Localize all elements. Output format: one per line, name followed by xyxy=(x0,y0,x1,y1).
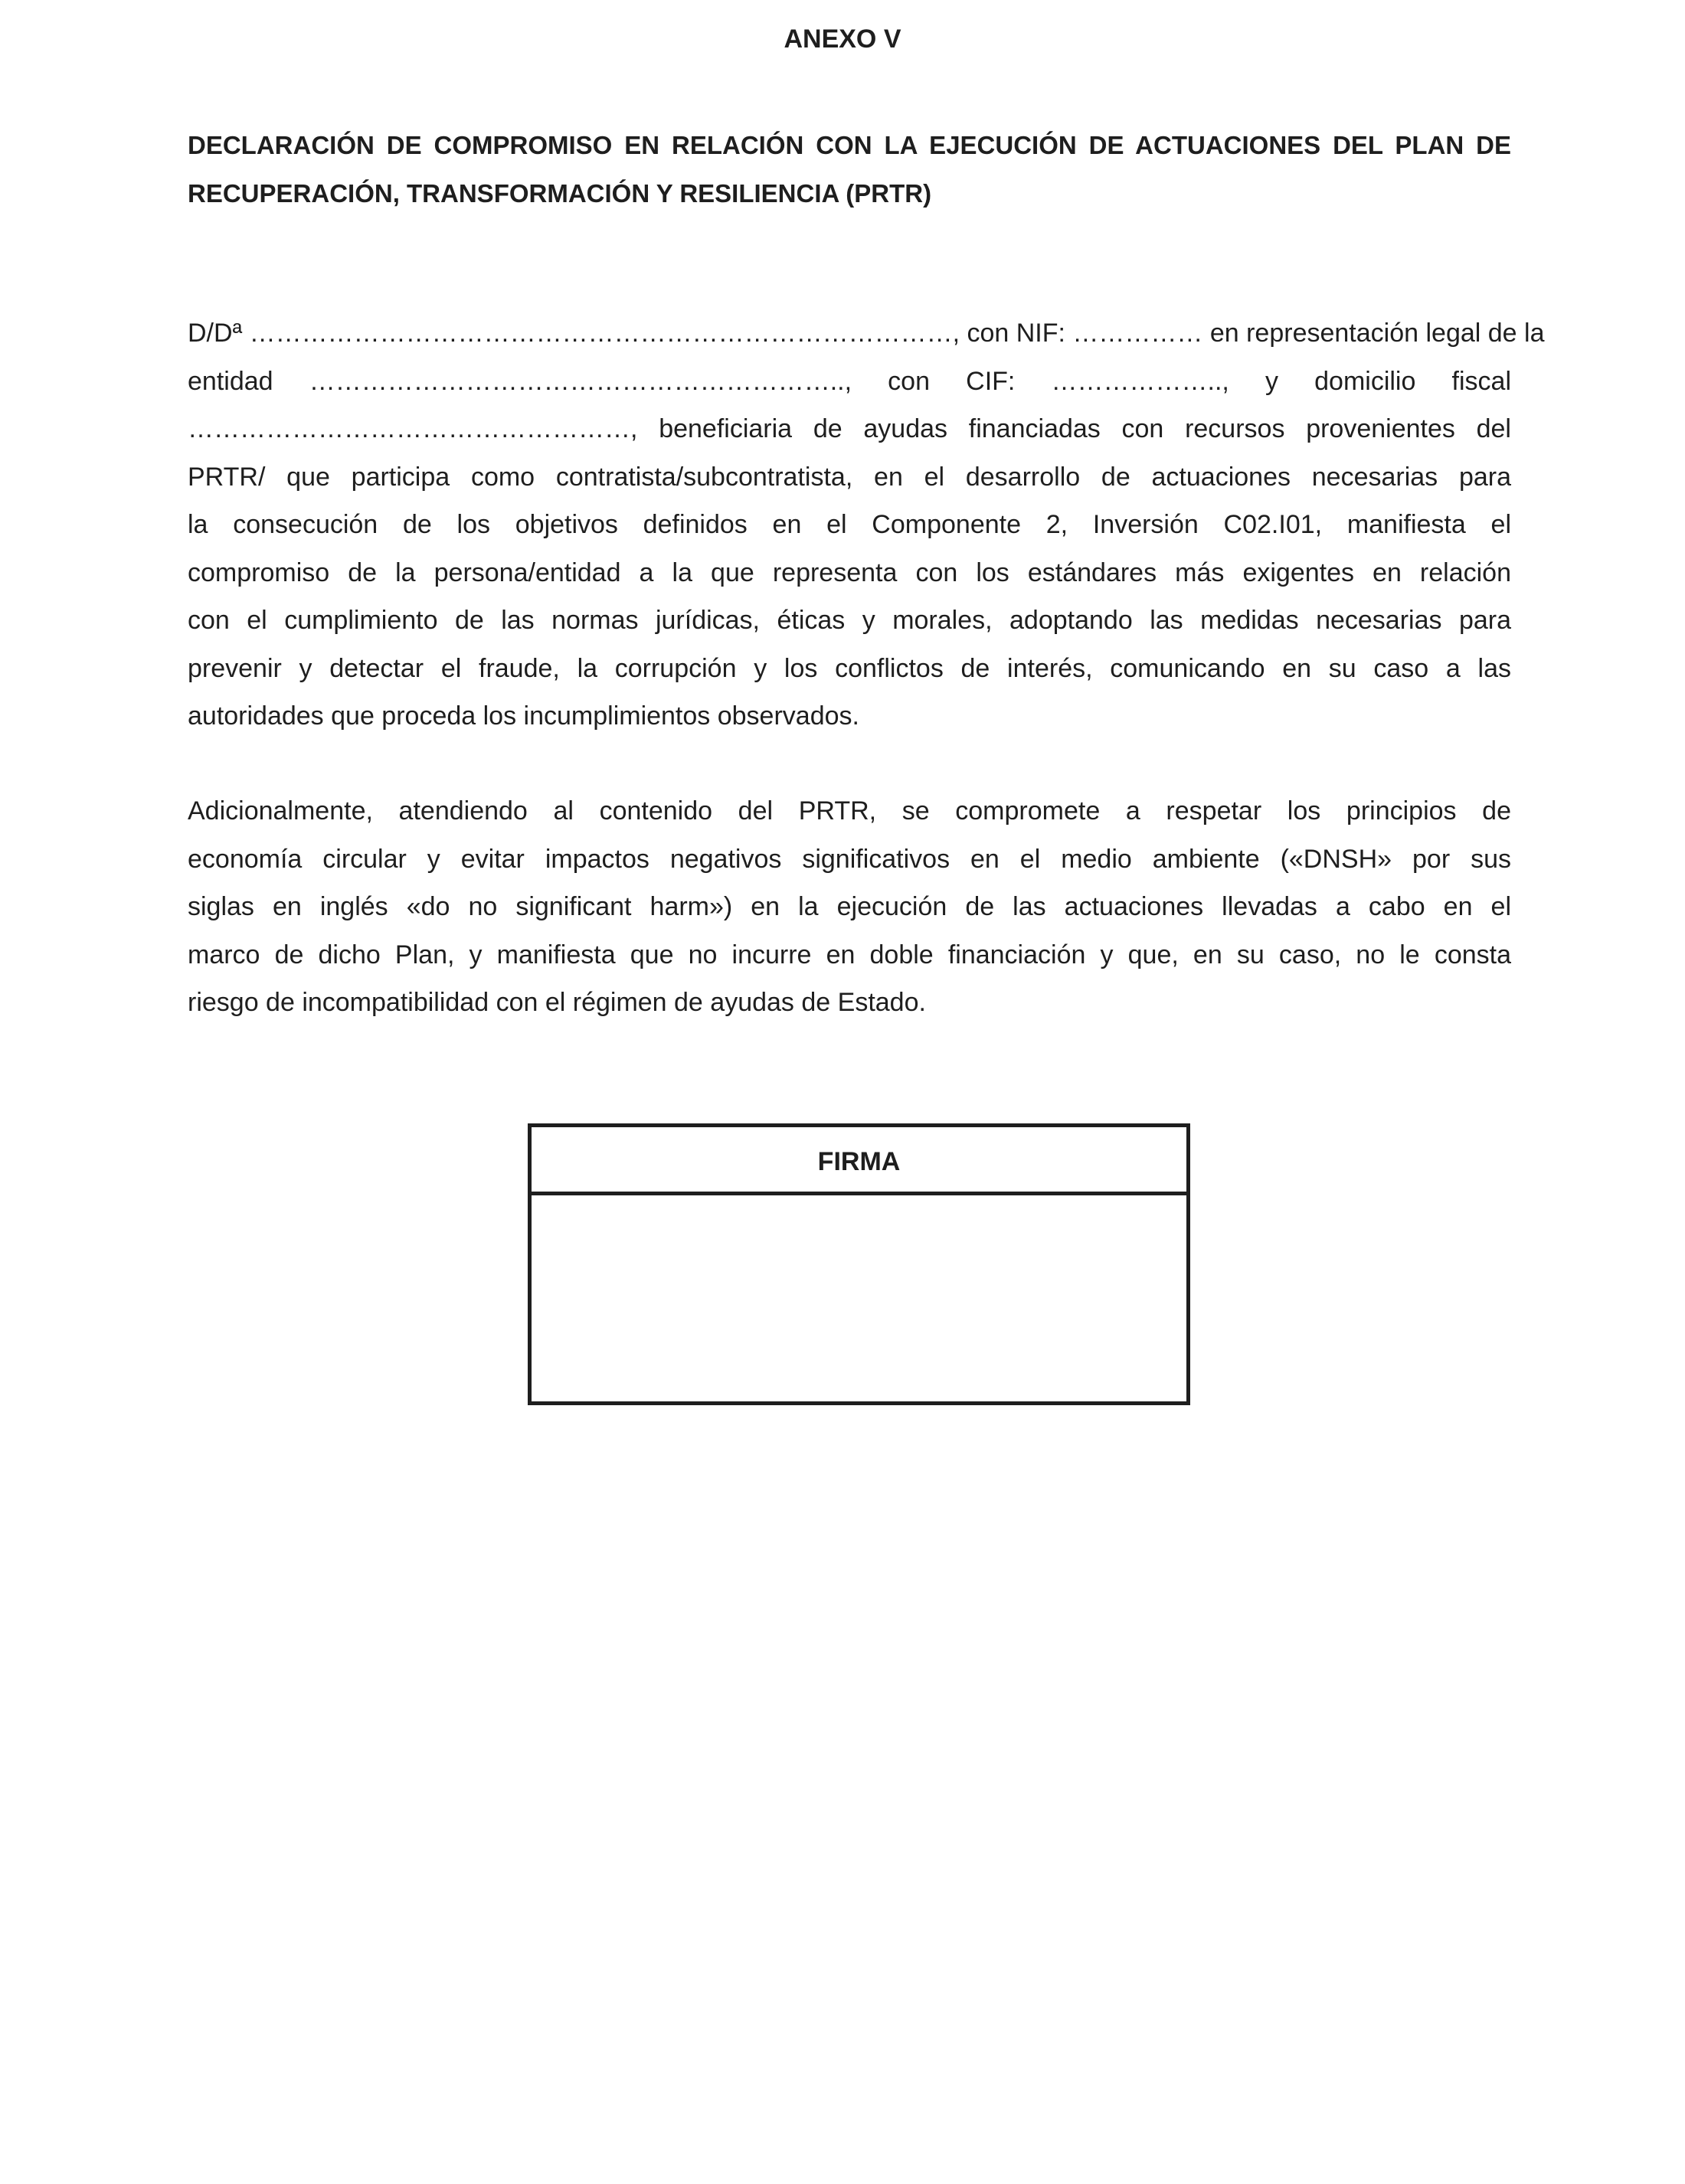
text-line: la consecución de los objetivos definidos en el Componente 2, Inversión C02.I01, manifiesta el xyxy=(188,510,1511,539)
signature-box xyxy=(528,1123,1190,1405)
text-line: marco de dicho Plan, y manifiesta que no incurre en doble financiación y que, en su caso, no le consta xyxy=(188,940,1511,969)
text-line: D/Dª ………………………………………………………………………, con NIF: …………… en representación legal de la xyxy=(188,319,1545,348)
document-heading xyxy=(188,121,1511,217)
signature-area[interactable] xyxy=(532,1195,1186,1401)
text-line: siglas en inglés «do no significant harm») en la ejecución de las actuaciones llevadas a cabo en el xyxy=(188,892,1511,921)
text-line: prevenir y detectar el fraude, la corrupción y los conflictos de interés, comunicando en su caso a las xyxy=(188,653,1511,683)
commitment-paragraph xyxy=(188,787,1511,1027)
text-line: compromiso de la persona/entidad a la que representa con los estándares más exigentes en relación xyxy=(188,557,1511,587)
signature-label: FIRMA xyxy=(532,1127,1186,1195)
text-line: PRTR/ que participa como contratista/subcontratista, en el desarrollo de actuaciones necesarias para xyxy=(188,462,1511,492)
declaration-paragraph xyxy=(188,309,1545,741)
text-line: Adicionalmente, atendiendo al contenido del PRTR, se compromete a respetar los principios de xyxy=(188,796,1511,826)
heading-line: DECLARACIÓN DE COMPROMISO EN RELACIÓN CON LA EJECUCIÓN DE ACTUACIONES DEL PLAN DE xyxy=(188,131,1511,159)
heading-line: RECUPERACIÓN, TRANSFORMACIÓN Y RESILIENCIA (PRTR) xyxy=(188,179,932,208)
text-line: ……………………………………………, beneficiaria de ayudas financiadas con recursos provenientes del xyxy=(188,414,1511,443)
text-line: riesgo de incompatibilidad con el régimen de ayudas de Estado. xyxy=(188,988,926,1017)
text-line: entidad …………………………………………………….., con CIF: ……………….., y domicilio fiscal xyxy=(188,366,1511,396)
text-line: economía circular y evitar impactos negativos significativos en el medio ambiente («DNSH» por sus xyxy=(188,844,1511,874)
text-line: autoridades que proceda los incumplimientos observados. xyxy=(188,701,859,731)
text-line: con el cumplimiento de las normas jurídicas, éticas y morales, adoptando las medidas necesarias para xyxy=(188,606,1511,635)
annex-title: ANEXO V xyxy=(784,25,901,54)
